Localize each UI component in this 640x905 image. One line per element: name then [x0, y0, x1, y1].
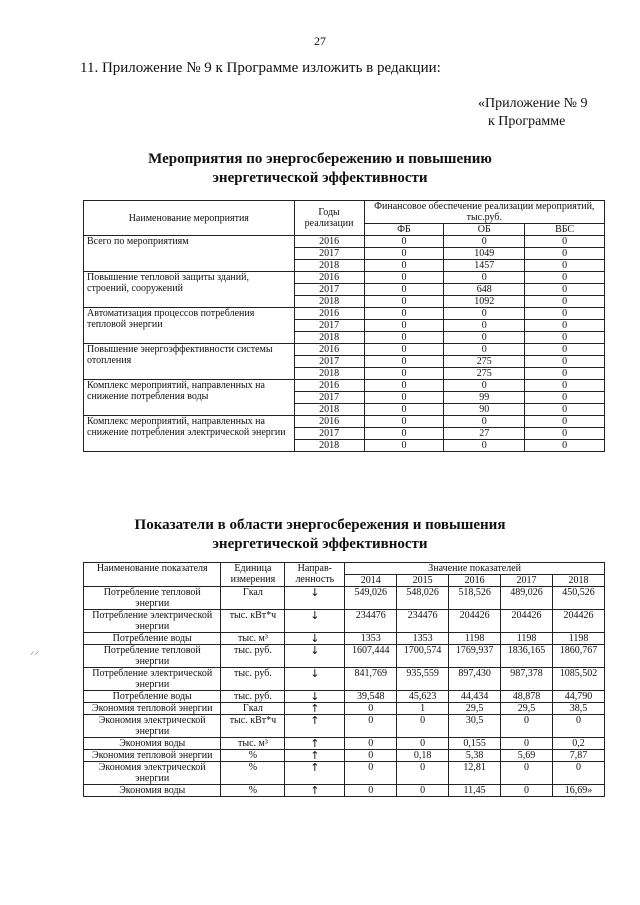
value-cell: 11,45	[449, 785, 501, 797]
header-values: Значение показателей	[345, 563, 605, 575]
value-cell: 0	[364, 284, 444, 296]
value-cell: 39,548	[345, 691, 397, 703]
table-row	[84, 738, 605, 750]
value-cell: 0	[444, 440, 525, 452]
value-cell: 1	[397, 703, 449, 715]
indicator-name: Потребление электрической энергии	[84, 668, 221, 691]
value-cell: 90	[444, 404, 525, 416]
year-cell: 2017	[294, 284, 364, 296]
table-row	[84, 633, 605, 645]
unit-cell: Гкал	[221, 587, 285, 610]
value-cell: 0	[444, 308, 525, 320]
value-cell: 38,5	[553, 703, 605, 715]
year-cell: 2018	[294, 296, 364, 308]
year-cell: 2017	[294, 248, 364, 260]
value-cell: 0	[525, 332, 605, 344]
direction-arrow-icon: ↑	[285, 785, 345, 797]
value-cell: 1198	[449, 633, 501, 645]
value-cell: 0	[501, 715, 553, 738]
value-cell: 1700,574	[397, 645, 449, 668]
year-cell: 2016	[294, 344, 364, 356]
header-financing: Финансовое обеспечение реализации мероприятий, тыс.руб.	[364, 201, 604, 224]
value-cell: 7,87	[553, 750, 605, 762]
table-row	[84, 380, 605, 392]
unit-cell: тыс. руб.	[221, 645, 285, 668]
table1-title	[0, 150, 640, 188]
value-cell: 275	[444, 356, 525, 368]
header-ob: ОБ	[444, 224, 525, 236]
value-cell: 0,155	[449, 738, 501, 750]
table-row	[84, 610, 605, 633]
value-cell: 0	[397, 738, 449, 750]
year-cell: 2018	[294, 440, 364, 452]
value-cell: 44,434	[449, 691, 501, 703]
table-row	[84, 645, 605, 668]
measure-name: Автоматизация процессов потребления тепловой энергии	[84, 308, 295, 344]
value-cell: 0	[444, 236, 525, 248]
table-row	[84, 668, 605, 691]
value-cell: 0	[345, 715, 397, 738]
unit-cell: тыс. кВт*ч	[221, 715, 285, 738]
value-cell: 16,69»	[553, 785, 605, 797]
value-cell: 1860,767	[553, 645, 605, 668]
direction-arrow-icon: ↓	[285, 587, 345, 610]
value-cell: 0	[364, 368, 444, 380]
measure-name: Повышение энергоэффективности системы отопления	[84, 344, 295, 380]
year-header: 2018	[553, 575, 605, 587]
value-cell: 0	[444, 320, 525, 332]
value-cell: 0	[501, 762, 553, 785]
value-cell: 12,81	[449, 762, 501, 785]
value-cell: 0	[364, 320, 444, 332]
page-number: 27	[314, 34, 326, 48]
value-cell: 489,026	[501, 587, 553, 610]
table-row	[84, 762, 605, 785]
value-cell: 234476	[397, 610, 449, 633]
indicator-name: Экономия электрической энергии	[84, 715, 221, 738]
year-header: 2017	[501, 575, 553, 587]
table-row	[84, 344, 605, 356]
value-cell: 0	[364, 428, 444, 440]
value-cell: 204426	[449, 610, 501, 633]
unit-cell: Гкал	[221, 703, 285, 715]
value-cell: 0	[553, 715, 605, 738]
header-vbs: ВБС	[525, 224, 605, 236]
value-cell: 0	[525, 344, 605, 356]
direction-arrow-icon: ↑	[285, 762, 345, 785]
year-cell: 2017	[294, 392, 364, 404]
value-cell: 0	[525, 404, 605, 416]
value-cell: 0	[364, 380, 444, 392]
unit-cell: тыс. м³	[221, 738, 285, 750]
value-cell: 0	[364, 248, 444, 260]
value-cell: 0	[553, 762, 605, 785]
header-name: Наименование мероприятия	[84, 201, 295, 236]
year-cell: 2016	[294, 236, 364, 248]
value-cell: 0	[525, 308, 605, 320]
value-cell: 44,790	[553, 691, 605, 703]
value-cell: 1836,165	[501, 645, 553, 668]
value-cell: 0	[397, 715, 449, 738]
value-cell: 0	[364, 236, 444, 248]
table1-title-line1: Мероприятия по энергосбережению и повышению	[148, 151, 492, 167]
year-header: 2014	[345, 575, 397, 587]
value-cell: 518,526	[449, 587, 501, 610]
year-cell: 2016	[294, 272, 364, 284]
year-header: 2016	[449, 575, 501, 587]
header-unit: Единица измерения	[221, 563, 285, 587]
appendix-program: к Программе	[488, 114, 566, 129]
value-cell: 29,5	[501, 703, 553, 715]
value-cell: 5,38	[449, 750, 501, 762]
year-cell: 2017	[294, 356, 364, 368]
value-cell: 549,026	[345, 587, 397, 610]
unit-cell: тыс. руб.	[221, 668, 285, 691]
value-cell: 0	[525, 272, 605, 284]
direction-arrow-icon: ↓	[285, 668, 345, 691]
value-cell: 841,769	[345, 668, 397, 691]
year-cell: 2017	[294, 320, 364, 332]
value-cell: 0	[345, 738, 397, 750]
value-cell: 99	[444, 392, 525, 404]
value-cell: 0	[525, 236, 605, 248]
table-row	[84, 587, 605, 610]
value-cell: 204426	[501, 610, 553, 633]
value-cell: 1085,502	[553, 668, 605, 691]
table-row	[84, 691, 605, 703]
value-cell: 0	[345, 703, 397, 715]
indicator-name: Потребление тепловой энергии	[84, 587, 221, 610]
table-row	[84, 715, 605, 738]
value-cell: 0	[364, 296, 444, 308]
value-cell: 0	[525, 296, 605, 308]
table-row	[84, 236, 605, 248]
unit-cell: %	[221, 762, 285, 785]
value-cell: 0,18	[397, 750, 449, 762]
measure-name: Комплекс мероприятий, направленных на снижение потребления воды	[84, 380, 295, 416]
header-years: Годы реализации	[294, 201, 364, 236]
unit-cell: %	[221, 785, 285, 797]
unit-cell: тыс. кВт*ч	[221, 610, 285, 633]
value-cell: 0	[444, 272, 525, 284]
value-cell: 0	[525, 320, 605, 332]
value-cell: 0	[525, 392, 605, 404]
value-cell: 0	[364, 392, 444, 404]
value-cell: 0	[444, 380, 525, 392]
value-cell: 0	[345, 762, 397, 785]
table-row	[84, 703, 605, 715]
unit-cell: тыс. м³	[221, 633, 285, 645]
indicator-name: Потребление тепловой энергии	[84, 645, 221, 668]
value-cell: 0	[444, 332, 525, 344]
value-cell: 0	[525, 248, 605, 260]
value-cell: 0,2	[553, 738, 605, 750]
value-cell: 48,878	[501, 691, 553, 703]
value-cell: 450,526	[553, 587, 605, 610]
value-cell: 0	[364, 272, 444, 284]
margin-mark: ⸝⸝	[30, 646, 40, 656]
direction-arrow-icon: ↓	[285, 645, 345, 668]
value-cell: 0	[525, 416, 605, 428]
year-cell: 2016	[294, 380, 364, 392]
measures-table	[83, 200, 605, 452]
indicator-name: Потребление воды	[84, 633, 221, 645]
value-cell: 1353	[345, 633, 397, 645]
unit-cell: тыс. руб.	[221, 691, 285, 703]
direction-arrow-icon: ↓	[285, 610, 345, 633]
value-cell: 0	[364, 308, 444, 320]
table2-title	[0, 516, 640, 554]
year-header: 2015	[397, 575, 449, 587]
value-cell: 1607,444	[345, 645, 397, 668]
value-cell: 1092	[444, 296, 525, 308]
year-cell: 2016	[294, 308, 364, 320]
indicator-name: Потребление электрической энергии	[84, 610, 221, 633]
value-cell: 0	[525, 368, 605, 380]
value-cell: 45,623	[397, 691, 449, 703]
value-cell: 0	[397, 785, 449, 797]
table-row	[84, 308, 605, 320]
year-cell: 2018	[294, 260, 364, 272]
value-cell: 0	[364, 344, 444, 356]
value-cell: 0	[444, 416, 525, 428]
value-cell: 0	[364, 260, 444, 272]
value-cell: 0	[525, 284, 605, 296]
table-row	[84, 416, 605, 428]
table-row	[84, 272, 605, 284]
year-cell: 2018	[294, 404, 364, 416]
value-cell: 27	[444, 428, 525, 440]
value-cell: 0	[364, 332, 444, 344]
measure-name: Повышение тепловой защиты зданий, строений, сооружений	[84, 272, 295, 308]
value-cell: 1198	[553, 633, 605, 645]
value-cell: 0	[501, 738, 553, 750]
indicator-name: Экономия воды	[84, 785, 221, 797]
value-cell: 0	[525, 260, 605, 272]
value-cell: 275	[444, 368, 525, 380]
header-fb: ФБ	[364, 224, 444, 236]
table-row	[84, 785, 605, 797]
value-cell: 1353	[397, 633, 449, 645]
direction-arrow-icon: ↑	[285, 738, 345, 750]
value-cell: 29,5	[449, 703, 501, 715]
value-cell: 1457	[444, 260, 525, 272]
year-cell: 2017	[294, 428, 364, 440]
indicator-name: Потребление воды	[84, 691, 221, 703]
direction-arrow-icon: ↑	[285, 703, 345, 715]
indicators-table	[83, 562, 605, 797]
table2-title-line2: энергетической эффективности	[212, 536, 428, 552]
value-cell: 5,69	[501, 750, 553, 762]
value-cell: 935,559	[397, 668, 449, 691]
intro-text: 11. Приложение № 9 к Программе изложить в редакции:	[80, 60, 441, 76]
appendix-label: «Приложение № 9	[478, 96, 588, 111]
value-cell: 548,026	[397, 587, 449, 610]
year-cell: 2018	[294, 332, 364, 344]
value-cell: 1198	[501, 633, 553, 645]
year-cell: 2016	[294, 416, 364, 428]
direction-arrow-icon: ↑	[285, 715, 345, 738]
value-cell: 0	[364, 416, 444, 428]
measure-name: Комплекс мероприятий, направленных на снижение потребления электрической энергии	[84, 416, 295, 452]
value-cell: 0	[444, 344, 525, 356]
direction-arrow-icon: ↑	[285, 750, 345, 762]
value-cell: 0	[345, 750, 397, 762]
value-cell: 0	[525, 380, 605, 392]
direction-arrow-icon: ↓	[285, 691, 345, 703]
indicator-name: Экономия тепловой энергии	[84, 750, 221, 762]
indicator-name: Экономия электрической энергии	[84, 762, 221, 785]
value-cell: 0	[397, 762, 449, 785]
value-cell: 0	[345, 785, 397, 797]
value-cell: 1049	[444, 248, 525, 260]
value-cell: 897,430	[449, 668, 501, 691]
table1-title-line2: энергетической эффективности	[212, 170, 428, 186]
value-cell: 987,378	[501, 668, 553, 691]
value-cell: 1769,937	[449, 645, 501, 668]
value-cell: 648	[444, 284, 525, 296]
value-cell: 0	[525, 440, 605, 452]
table-row	[84, 750, 605, 762]
value-cell: 30,5	[449, 715, 501, 738]
year-cell: 2018	[294, 368, 364, 380]
value-cell: 0	[364, 356, 444, 368]
value-cell: 0	[501, 785, 553, 797]
indicator-name: Экономия воды	[84, 738, 221, 750]
direction-arrow-icon: ↓	[285, 633, 345, 645]
value-cell: 0	[525, 428, 605, 440]
unit-cell: %	[221, 750, 285, 762]
header-direction: Направ-ленность	[285, 563, 345, 587]
value-cell: 0	[364, 440, 444, 452]
value-cell: 204426	[553, 610, 605, 633]
value-cell: 0	[364, 404, 444, 416]
table2-title-line1: Показатели в области энергосбережения и повышения	[134, 517, 506, 533]
header-indicator: Наименование показателя	[84, 563, 221, 587]
value-cell: 234476	[345, 610, 397, 633]
measure-name: Всего по мероприятиям	[84, 236, 295, 272]
indicator-name: Экономия тепловой энергии	[84, 703, 221, 715]
value-cell: 0	[525, 356, 605, 368]
